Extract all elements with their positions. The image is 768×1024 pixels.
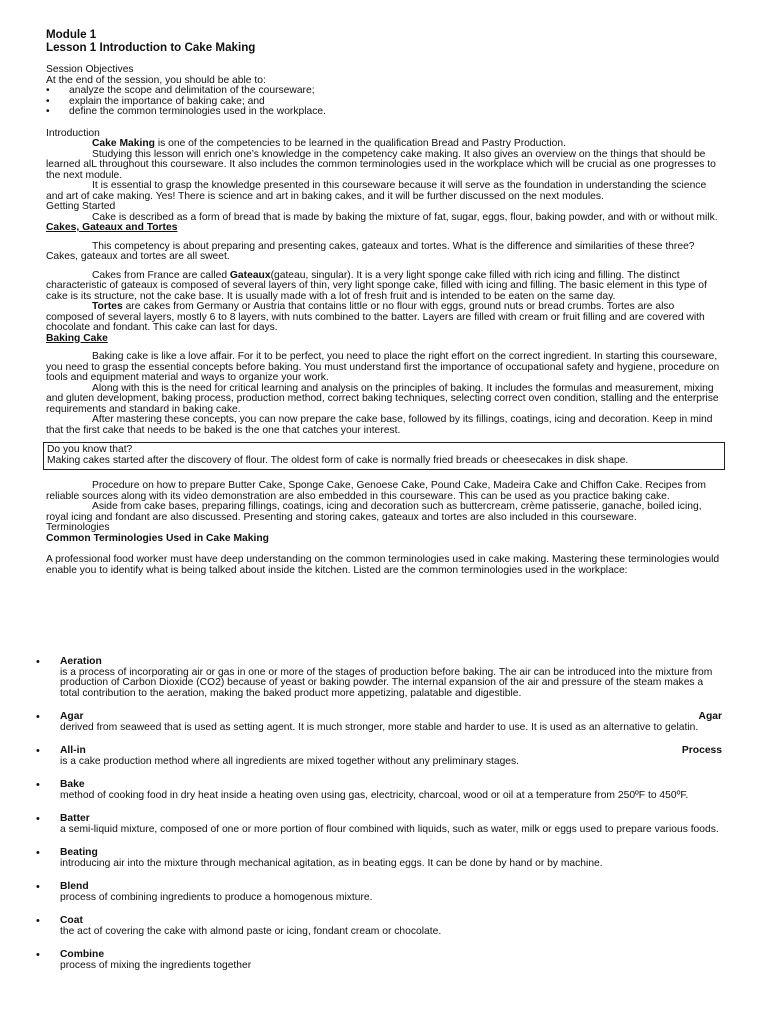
term-definition: is a cake production method where all ingredients are mixed together without any preliminary stages. xyxy=(60,755,520,767)
list-item xyxy=(36,712,722,733)
bullet-icon: • xyxy=(36,711,40,723)
cgt-paragraph: This competency is about preparing and presenting cakes, gateaux and tortes. What is the difference and similarities of these three? xyxy=(92,240,695,252)
cgt-paragraph: Cakes, gateaux and tortes are all sweet. xyxy=(46,251,230,262)
lesson-title: Lesson 1 Introduction to Cake Making xyxy=(46,40,256,54)
term-name: Combine xyxy=(60,949,105,960)
cgt-paragraph: Cakes from France are called Gateaux(gateau, singular). It is a very light sponge cake filled with rich icing and filling. The distinct characteristic of gateaux is composed of several layers of thin, very light sponge cake, filled with icing and filling. The basic element in this type of cake is its structure, not the cake base. It is usually made with a lot of fresh fruit and is intended to be eaten on the same day. xyxy=(46,269,707,302)
did-you-know-text: Making cakes started after the discovery of flour. The oldest form of cake is normally fried breads or cheesecakes in disk shape. xyxy=(47,454,629,466)
term-definition: is a process of incorporating air or gas in one or more of the stages of production before baking. The air can be introduced into the mixture from production of Carbon Dioxide (CO2) because of yeast or baking powder. The internal expansion of the air and pressure of the steam makes a total contribution to the aeration, making the baked product more appetizing, palatable and digestible. xyxy=(60,666,713,699)
cgt-paragraph: Tortes are cakes from Germany or Austria that contains little or no flour with eggs, ground nuts or bread crumbs. Tortes are also composed of several layers, mostly 6 to 8 layers, with nuts combined to the batter. Layers are filled with cream or fruit filling and are covered with chocolate and fondant. This cake can last for days. xyxy=(46,301,705,333)
section-heading-cakes-gateaux-tortes: Cakes, Gateaux and Tortes xyxy=(46,222,178,233)
bullet-icon: • xyxy=(36,847,40,859)
list-item xyxy=(36,950,722,971)
objectives-intro: At the end of the session, you should be able to: xyxy=(46,74,266,86)
procedure-paragraph: Aside from cake bases, preparing fillings, coatings, icing and decoration such as buttercream, crème patisserie, ganache, boiled icing, royal icing and fondant are also discussed. Presenting and storing cakes, gateaux and tortes are also included in this courseware. xyxy=(46,501,702,523)
list-item xyxy=(36,848,722,869)
module-title: Module 1 xyxy=(46,28,97,41)
procedure-paragraph: Procedure on how to prepare Butter Cake, Sponge Cake, Genoese Cake, Pound Cake, Madeira Cake and Chiffon Cake. Recipes from reliable sources along with its video demonstration are also embedded in this courseware. This can be used as you practice baking cake. xyxy=(46,480,706,502)
objective-item: • define the common terminologies used in the workplace. xyxy=(46,106,326,117)
term-name: Batter xyxy=(60,813,90,824)
bullet-icon: • xyxy=(36,656,40,668)
bullet-icon: • xyxy=(36,915,40,927)
terminologies-label: Terminologies xyxy=(46,522,110,533)
term-name: Coat xyxy=(60,915,83,926)
intro-paragraph: It is essential to grasp the knowledge presented in this courseware because it will serve as the foundation in understanding the science and art of cake making. Yes! There is science and art in baking cakes, and it will be further discussed on the next modules. xyxy=(46,180,707,202)
objectives-heading: Session Objectives xyxy=(46,64,134,75)
bullet-icon: • xyxy=(36,779,40,791)
term-name: Beating xyxy=(60,847,98,858)
list-item xyxy=(36,657,722,699)
term-name-continued: Process xyxy=(681,745,722,756)
getting-started-heading: Getting Started xyxy=(46,201,116,212)
term-name: Agar xyxy=(60,711,84,722)
baking-paragraph: Along with this is the need for critical learning and analysis on the principles of baking. It includes the formulas and measurement, mixing and gluten development, baking process, production method, correct baking techniques, selecting correct oven condition, stalling and the enterprise requirements and standard in baking cake. xyxy=(46,382,719,415)
terminologies-intro: A professional food worker must have deep understanding on the common terminologies used in cake making. Mastering these terminologies would enable you to identify what is being talked about inside the kitchen. Listed are the common terminologies used in the workplace: xyxy=(46,554,720,576)
bullet-icon: • xyxy=(36,813,40,825)
objective-item: • explain the importance of baking cake; and xyxy=(46,95,265,107)
bullet-icon: • xyxy=(36,881,40,893)
term-definition: process of combining ingredients to produce a homogenous mixture. xyxy=(60,891,373,903)
bullet-icon: • xyxy=(36,949,40,961)
bullet-icon: • xyxy=(46,85,50,96)
list-item xyxy=(36,746,722,767)
term-definition: introducing air into the mixture through mechanical agitation, as in beating eggs. It can be done by hand or by machine. xyxy=(60,857,603,869)
intro-paragraph: Studying this lesson will enrich one’s knowledge in the competency cake making. It also gives an overview on the things that should be learned alL throughout this courseware. It also includes the common terminologies used in the workplace which will be crucial as one progresses to the next module. xyxy=(46,148,716,181)
intro-paragraph: Cake is described as a form of bread that is made by baking the mixture of fat, sugar, eggs, flour, baking powder, and with or without milk. xyxy=(92,211,718,223)
bullet-icon: • xyxy=(46,106,50,117)
section-heading-baking-cake: Baking Cake xyxy=(46,332,108,344)
bullet-icon: • xyxy=(36,745,40,757)
term-definition: method of cooking food in dry heat inside a heating oven using gas, electricity, charcoal, wood or oil at a temperature from 250ºF to 450ºF. xyxy=(60,789,689,801)
list-item xyxy=(36,780,722,801)
did-you-know-title: Do you know that? xyxy=(47,444,133,455)
term-definition: a semi-liquid mixture, composed of one or more portion of flour combined with liquids, such as water, milk or eggs used to prepare various foods. xyxy=(60,823,719,835)
intro-paragraph: Cake Making is one of the competencies to be learned in the qualification Bread and Pastry Production. xyxy=(92,138,566,149)
bullet-icon: • xyxy=(46,95,50,107)
list-item xyxy=(36,882,722,903)
baking-paragraph: Baking cake is like a love affair. For it to be perfect, you need to place the right effort on the correct ingredient. In starting this courseware, you need to grasp the essential concepts before baking. You must understand first the importance of occupational safety and hygiene, procedure on tools and equipment material and ways to organize your work. xyxy=(46,351,720,383)
list-item xyxy=(36,814,722,835)
term-definition: the act of covering the cake with almond paste or icing, fondant cream or chocolate. xyxy=(60,925,442,937)
baking-paragraph: After mastering these concepts, you can now prepare the cake base, followed by its fillings, coatings, icing and decoration. Keep in mind that the first cake that needs to be baked is the one that catches your interest. xyxy=(46,414,713,436)
section-heading-terminologies: Common Terminologies Used in Cake Making xyxy=(46,532,269,544)
term-name-continued: Agar xyxy=(698,711,722,722)
term-name: Bake xyxy=(60,779,85,790)
term-definition: process of mixing the ingredients together xyxy=(60,959,252,971)
term-name: Blend xyxy=(60,881,89,892)
did-you-know-box xyxy=(43,442,725,470)
term-name: Aeration xyxy=(60,656,102,667)
list-item xyxy=(36,916,722,937)
introduction-heading: Introduction xyxy=(46,127,100,139)
terminology-list xyxy=(36,657,722,984)
document-body xyxy=(46,29,722,576)
term-name: All-in xyxy=(60,745,86,756)
term-definition: derived from seaweed that is used as setting agent. It is much stronger, more stable and harder to use. It is used as an alternative to gelatin. xyxy=(60,721,699,733)
objective-item: • analyze the scope and delimitation of the courseware; xyxy=(46,85,315,96)
